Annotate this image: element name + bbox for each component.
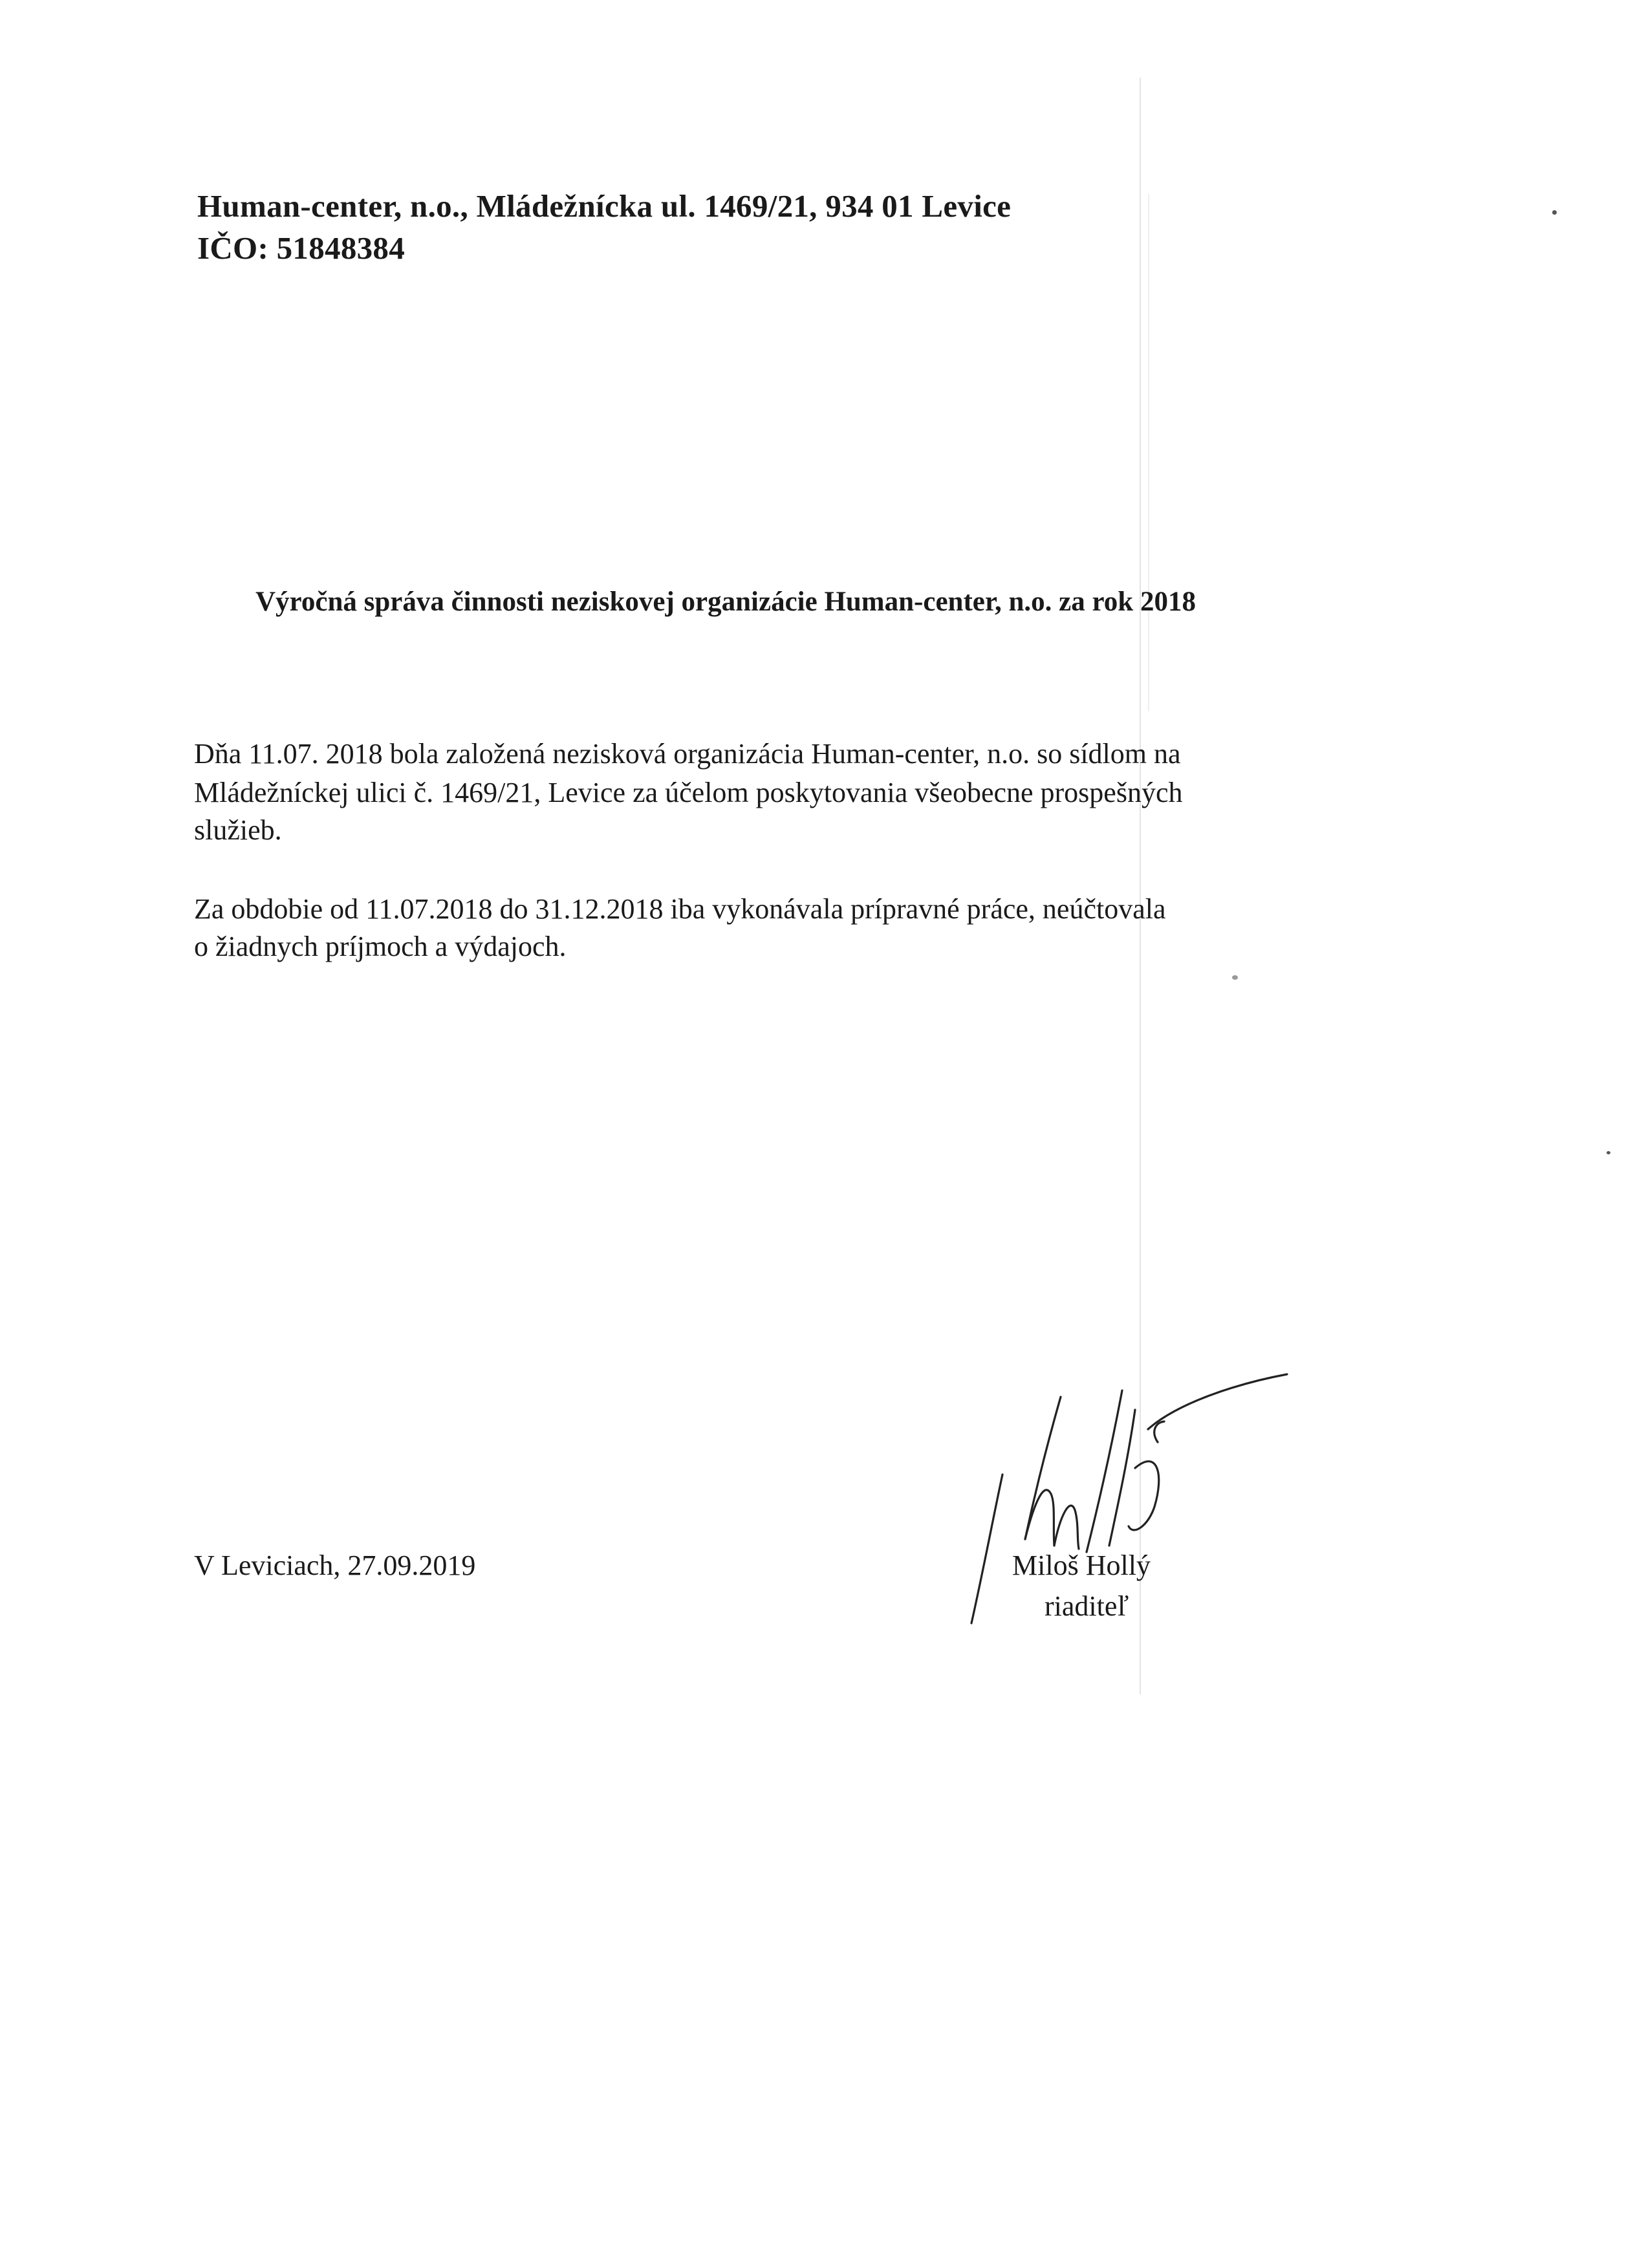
paragraph-1-line-2: Mládežníckej ulici č. 1469/21, Levice za účelom poskytovania všeobecne prospešných — [194, 777, 1183, 808]
signer-name: Miloš Hollý — [1012, 1550, 1151, 1581]
signer-title: riaditeľ — [1045, 1590, 1129, 1622]
header-ico: IČO: 51848384 — [197, 230, 406, 266]
paragraph-2-line-2: o žiadnych príjmoch a výdajoch. — [194, 931, 567, 962]
paragraph-1-line-3: služieb. — [194, 814, 282, 846]
scan-artifact-line — [1148, 194, 1149, 711]
handwritten-signature — [964, 1371, 1300, 1630]
paragraph-1-line-1: Dňa 11.07. 2018 bola založená nezisková organizácia Human-center, n.o. so sídlom na — [194, 738, 1181, 770]
scan-speck — [1552, 210, 1557, 215]
header-organization-address: Human-center, n.o., Mládežnícka ul. 1469/21, 934 01 Levice — [197, 188, 1012, 224]
document-title: Výročná správa činnosti neziskovej organizácie Human-center, n.o. za rok 2018 — [255, 587, 1196, 617]
scan-speck — [1607, 1151, 1610, 1154]
scan-speck — [1232, 975, 1238, 980]
place-and-date: V Leviciach, 27.09.2019 — [194, 1550, 476, 1581]
paragraph-2-line-1: Za obdobie od 11.07.2018 do 31.12.2018 iba vykonávala prípravné práce, neúčtovala — [194, 893, 1166, 925]
